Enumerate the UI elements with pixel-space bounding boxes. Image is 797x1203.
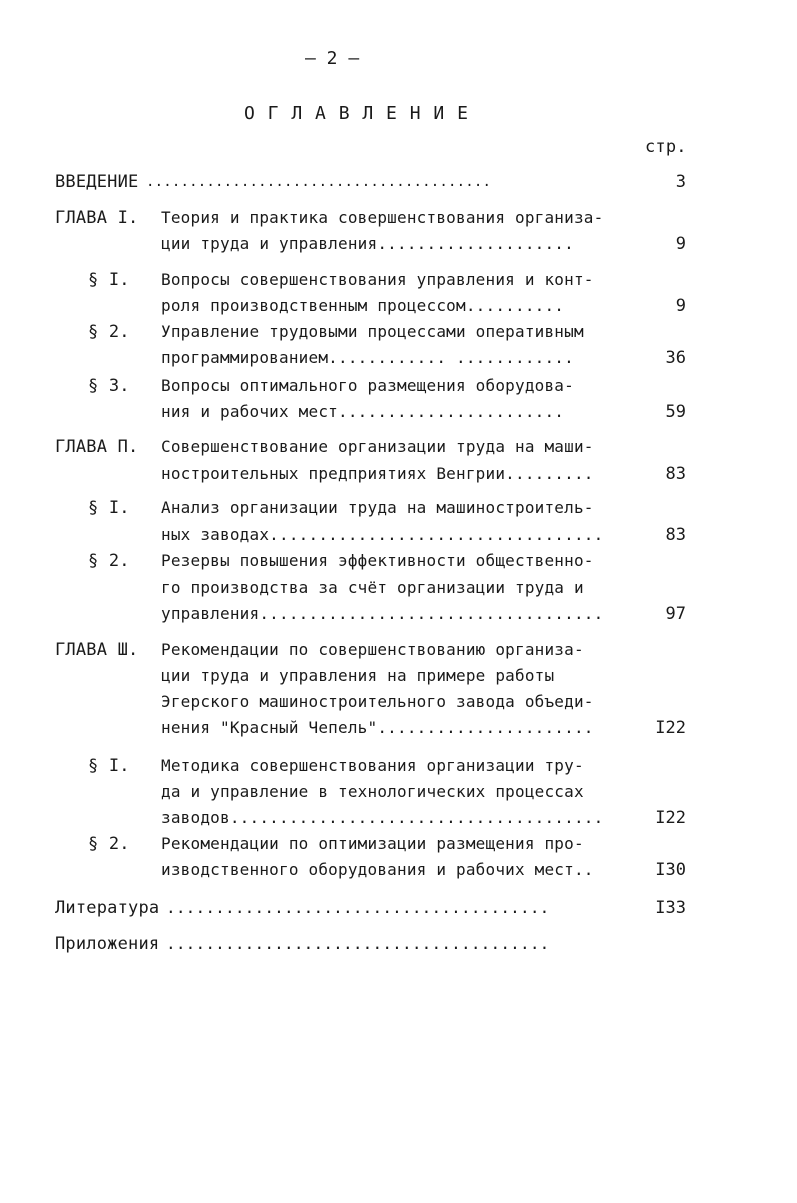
toc-page: 97 (665, 604, 686, 624)
toc-text: нения "Красный Чепель"...................... (161, 718, 594, 737)
toc-text: да и управление в технологических процессах (161, 782, 584, 801)
toc-page: I30 (655, 860, 686, 880)
toc-text: изводственного оборудования и рабочих мест.. (161, 860, 594, 879)
toc-text: Управление трудовыми процессами оперативным (161, 322, 584, 341)
toc-page: 83 (665, 464, 686, 484)
toc-label: ВВЕДЕНИЕ (55, 172, 139, 192)
toc-label: § I. (88, 270, 130, 290)
toc-page: 9 (675, 234, 686, 254)
page-number: – 2 – (305, 48, 360, 69)
toc-label: § 2. (88, 834, 130, 854)
page-column-label: стр. (645, 137, 687, 157)
toc-label: § I. (88, 498, 130, 518)
toc-text: заводов...................................... (161, 808, 604, 827)
toc-page: I22 (655, 808, 686, 828)
toc-label: Приложения (55, 934, 160, 954)
toc-text: ностроительных предприятиях Венгрии......... (161, 464, 594, 483)
toc-page: 36 (665, 348, 686, 368)
toc-page: 59 (665, 402, 686, 422)
toc-text: ции труда и управления.................... (161, 234, 574, 253)
toc-text: ции труда и управления на примере работы (161, 666, 555, 685)
toc-text: Анализ организации труда на машиностроитель- (161, 498, 594, 517)
toc-text: Резервы повышения эффективности общественно- (161, 551, 594, 570)
toc-text: Теория и практика совершенствования организа- (161, 208, 604, 227)
toc-label: ГЛАВА I. (55, 208, 139, 228)
toc-text: Рекомендации по совершенствованию организа- (161, 640, 584, 659)
toc-text: программированием............ ............ (161, 348, 574, 367)
toc-text: Вопросы совершенствования управления и конт- (161, 270, 594, 289)
toc-label: § I. (88, 756, 130, 776)
toc-leader: ....................................... (166, 934, 550, 953)
toc-page: 83 (665, 525, 686, 545)
toc-label: ГЛАВА П. (55, 437, 139, 457)
toc-page: I33 (655, 898, 686, 918)
toc-label: Литература (55, 898, 160, 918)
toc-page: 3 (675, 172, 686, 192)
toc-page: 9 (675, 296, 686, 316)
toc-text: Совершенствование организации труда на маши- (161, 437, 594, 456)
toc-text: ния и рабочих мест....................... (161, 402, 565, 421)
toc-text: Методика совершенствования организации тру- (161, 756, 584, 775)
toc-title: О Г Л А В Л Е Н И Е (244, 103, 469, 124)
toc-text: Рекомендации по оптимизации размещения про- (161, 834, 584, 853)
toc-label: § 2. (88, 322, 130, 342)
toc-page: I22 (655, 718, 686, 738)
toc-text: управления................................... (161, 604, 604, 623)
toc-text: ных заводах.................................. (161, 525, 604, 544)
toc-label: § 2. (88, 551, 130, 571)
toc-text: го производства за счёт организации труда и (161, 578, 584, 597)
toc-text: роля производственным процессом.......... (161, 296, 565, 315)
toc-label: ГЛАВА Ш. (55, 640, 139, 660)
toc-text: Эгерского машиностроительного завода объеди- (161, 692, 594, 711)
toc-text: Вопросы оптимального размещения оборудова- (161, 376, 574, 395)
toc-label: § 3. (88, 376, 130, 396)
toc-leader: ........................................ (146, 174, 492, 190)
toc-leader: ....................................... (166, 898, 550, 917)
